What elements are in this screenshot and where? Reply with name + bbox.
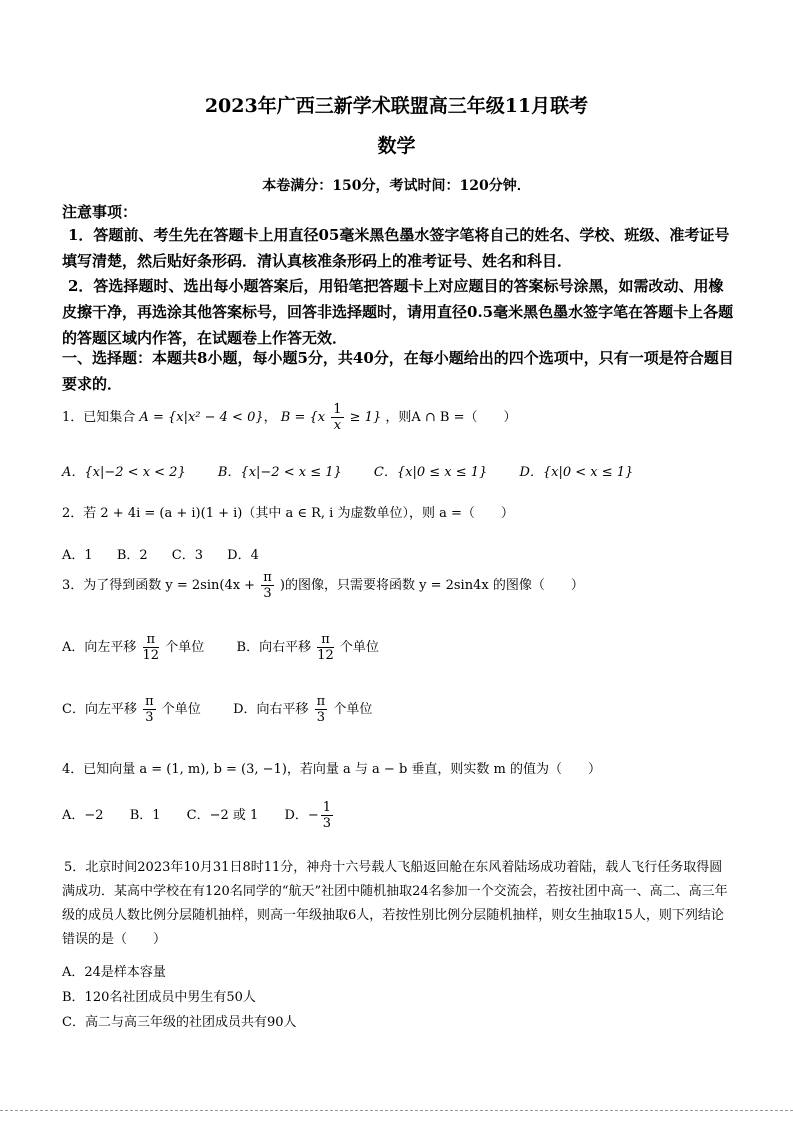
q3-fraction xyxy=(261,570,274,601)
q2-option-a: A．1 xyxy=(62,548,93,563)
question-1: 1．已知集合 A = {x|x² − 4 < 0}， B = {x $\frac{1}{x}$ ≥ 1} ，则A ∩ B =（ ） xyxy=(62,402,517,433)
q3-option-c-unit: 个单位 xyxy=(161,702,201,717)
q3-d-den: 3 xyxy=(316,710,326,725)
exam-info: 本卷满分：150分，考试时间：120分钟． xyxy=(262,178,531,194)
question-4: 4．已知向量 a = (1, m), b = (3, −1)，若向量 a 与 a − b 垂直，则实数 m 的值为（ ） xyxy=(62,762,602,777)
section-heading: 一、选择题：本题共8小题，每小题5分，共40分，在每小题给出的四个选项中，只有一项是符合题目要求的． xyxy=(62,349,734,393)
question-3 xyxy=(62,570,584,601)
q1-set-b-pre: B = {x xyxy=(280,410,326,425)
q5-option-a: A．24是样本容量 xyxy=(62,965,166,980)
question-5: 5．北京时间2023年10月31日8时11分，神舟十六号载人飞船返回舱在东风着陆场成功着陆，载人飞行任务取得圆满成功．某高中学校在有120名同学的“航天”社团中随机抽取24名参加一个交流会，若按社团中高一、高二、高三年级的成员人数比例分层随机抽样，则高一年级抽取6人，若按性别比例分层随机抽样，则女生抽取15人，则下列结论错误的是（ ） xyxy=(62,860,728,947)
question-2: 2．若 2 + 4i = (a + i)(1 + i)（其中 a ∈ R, i 为虚数单位），则 a =（ ） xyxy=(62,506,514,521)
notice-heading: 注意事项： xyxy=(62,203,138,221)
q2-option-c: C．3 xyxy=(171,548,203,563)
notice-item-2: 2．答选择题时、选出每小题答案后，用铅笔把答题卡上对应题目的答案标号涂黑，如需改动、用橡皮擦干净，再选涂其他答案标号，回答非选择题时，请用直径0.5毫米黑色墨水签字笔在答题卡上各题的答题区域内作答，在试题卷上作答无效． xyxy=(62,277,734,347)
q5-option-c: C．高二与高三年级的社团成员共有90人 xyxy=(62,1015,297,1030)
q4-d-den: 3 xyxy=(322,816,332,831)
q1-frac-den: x xyxy=(333,418,342,433)
q3-options-cd xyxy=(62,694,372,725)
q3-post: )的图像，只需要将函数 y = 2sin4x 的图像（ ） xyxy=(279,578,584,593)
q1-fraction xyxy=(331,402,343,433)
q3-option-b-pre: B．向右平移 xyxy=(236,640,312,655)
q1-option-d: D．{x|0 < x ≤ 1} xyxy=(519,465,634,480)
q3-option-c-pre: C．向左平移 xyxy=(62,702,137,717)
page-bottom-divider xyxy=(0,1110,793,1111)
q3-option-a-fraction xyxy=(143,632,160,663)
q1-frac-num: 1 xyxy=(333,402,342,417)
q2-option-b: B．2 xyxy=(116,548,148,563)
q5-option-b: B．120名社团成员中男生有50人 xyxy=(62,990,256,1005)
q2-options xyxy=(62,544,287,563)
q3-c-num: π xyxy=(145,694,154,709)
q3-option-a-unit: 个单位 xyxy=(165,640,205,655)
q3-option-d-pre: D．向右平移 xyxy=(233,702,309,717)
q3-frac-num: π xyxy=(263,570,272,585)
q3-option-b-fraction xyxy=(317,632,334,663)
q4-option-c: C．−2 或 1 xyxy=(186,808,259,823)
q1-option-b: B．{x|−2 < x ≤ 1} xyxy=(217,465,342,480)
q1-prefix: 1．已知集合 xyxy=(62,410,136,425)
q3-pre: 3．为了得到函数 y = 2sin(4x + xyxy=(62,578,256,593)
subject-title: 数学 xyxy=(377,135,416,157)
q2-option-d: D．4 xyxy=(227,548,259,563)
q4-option-b: B．1 xyxy=(129,808,161,823)
q3-frac-den: 3 xyxy=(263,586,272,601)
q3-option-b-unit: 个单位 xyxy=(339,640,379,655)
q3-a-den: 12 xyxy=(142,648,160,663)
q4-d-num: 1 xyxy=(322,800,332,815)
q3-c-den: 3 xyxy=(145,710,154,725)
q3-options-ab xyxy=(62,632,379,663)
q1-set-b-post: ≥ 1} xyxy=(349,410,382,425)
q3-option-d-fraction xyxy=(315,694,328,725)
q3-b-den: 12 xyxy=(317,648,334,663)
exam-title: 2023年广西三新学术联盟高三年级11月联考 xyxy=(204,95,589,117)
q4-option-d-pre: D．− xyxy=(284,808,319,823)
q3-a-num: π xyxy=(143,632,160,648)
q1-suffix: ，则A ∩ B =（ ） xyxy=(385,410,517,425)
q4-options xyxy=(62,800,335,831)
q1-set-a: A = {x|x² − 4 < 0} xyxy=(139,410,264,425)
q3-option-a-pre: A．向左平移 xyxy=(62,640,137,655)
q3-d-num: π xyxy=(316,694,326,709)
q4-option-a: A．−2 xyxy=(62,808,104,823)
q3-option-c-fraction xyxy=(143,694,156,725)
q1-option-a: A．{x|−2 < x < 2} xyxy=(62,465,186,480)
q4-option-d-fraction xyxy=(321,800,333,831)
q3-b-num: π xyxy=(317,632,334,648)
q1-option-c: C．{x|0 ≤ x ≤ 1} xyxy=(373,465,488,480)
q1-options xyxy=(62,461,661,480)
notice-item-1: 1．答题前、考生先在答题卡上用直径05毫米黑色墨水签字笔将自己的姓名、学校、班级、准考证号填写清楚，然后贴好条形码．清认真核准条形码上的准考证号、姓名和科目． xyxy=(62,226,730,270)
q3-option-d-unit: 个单位 xyxy=(333,702,373,717)
